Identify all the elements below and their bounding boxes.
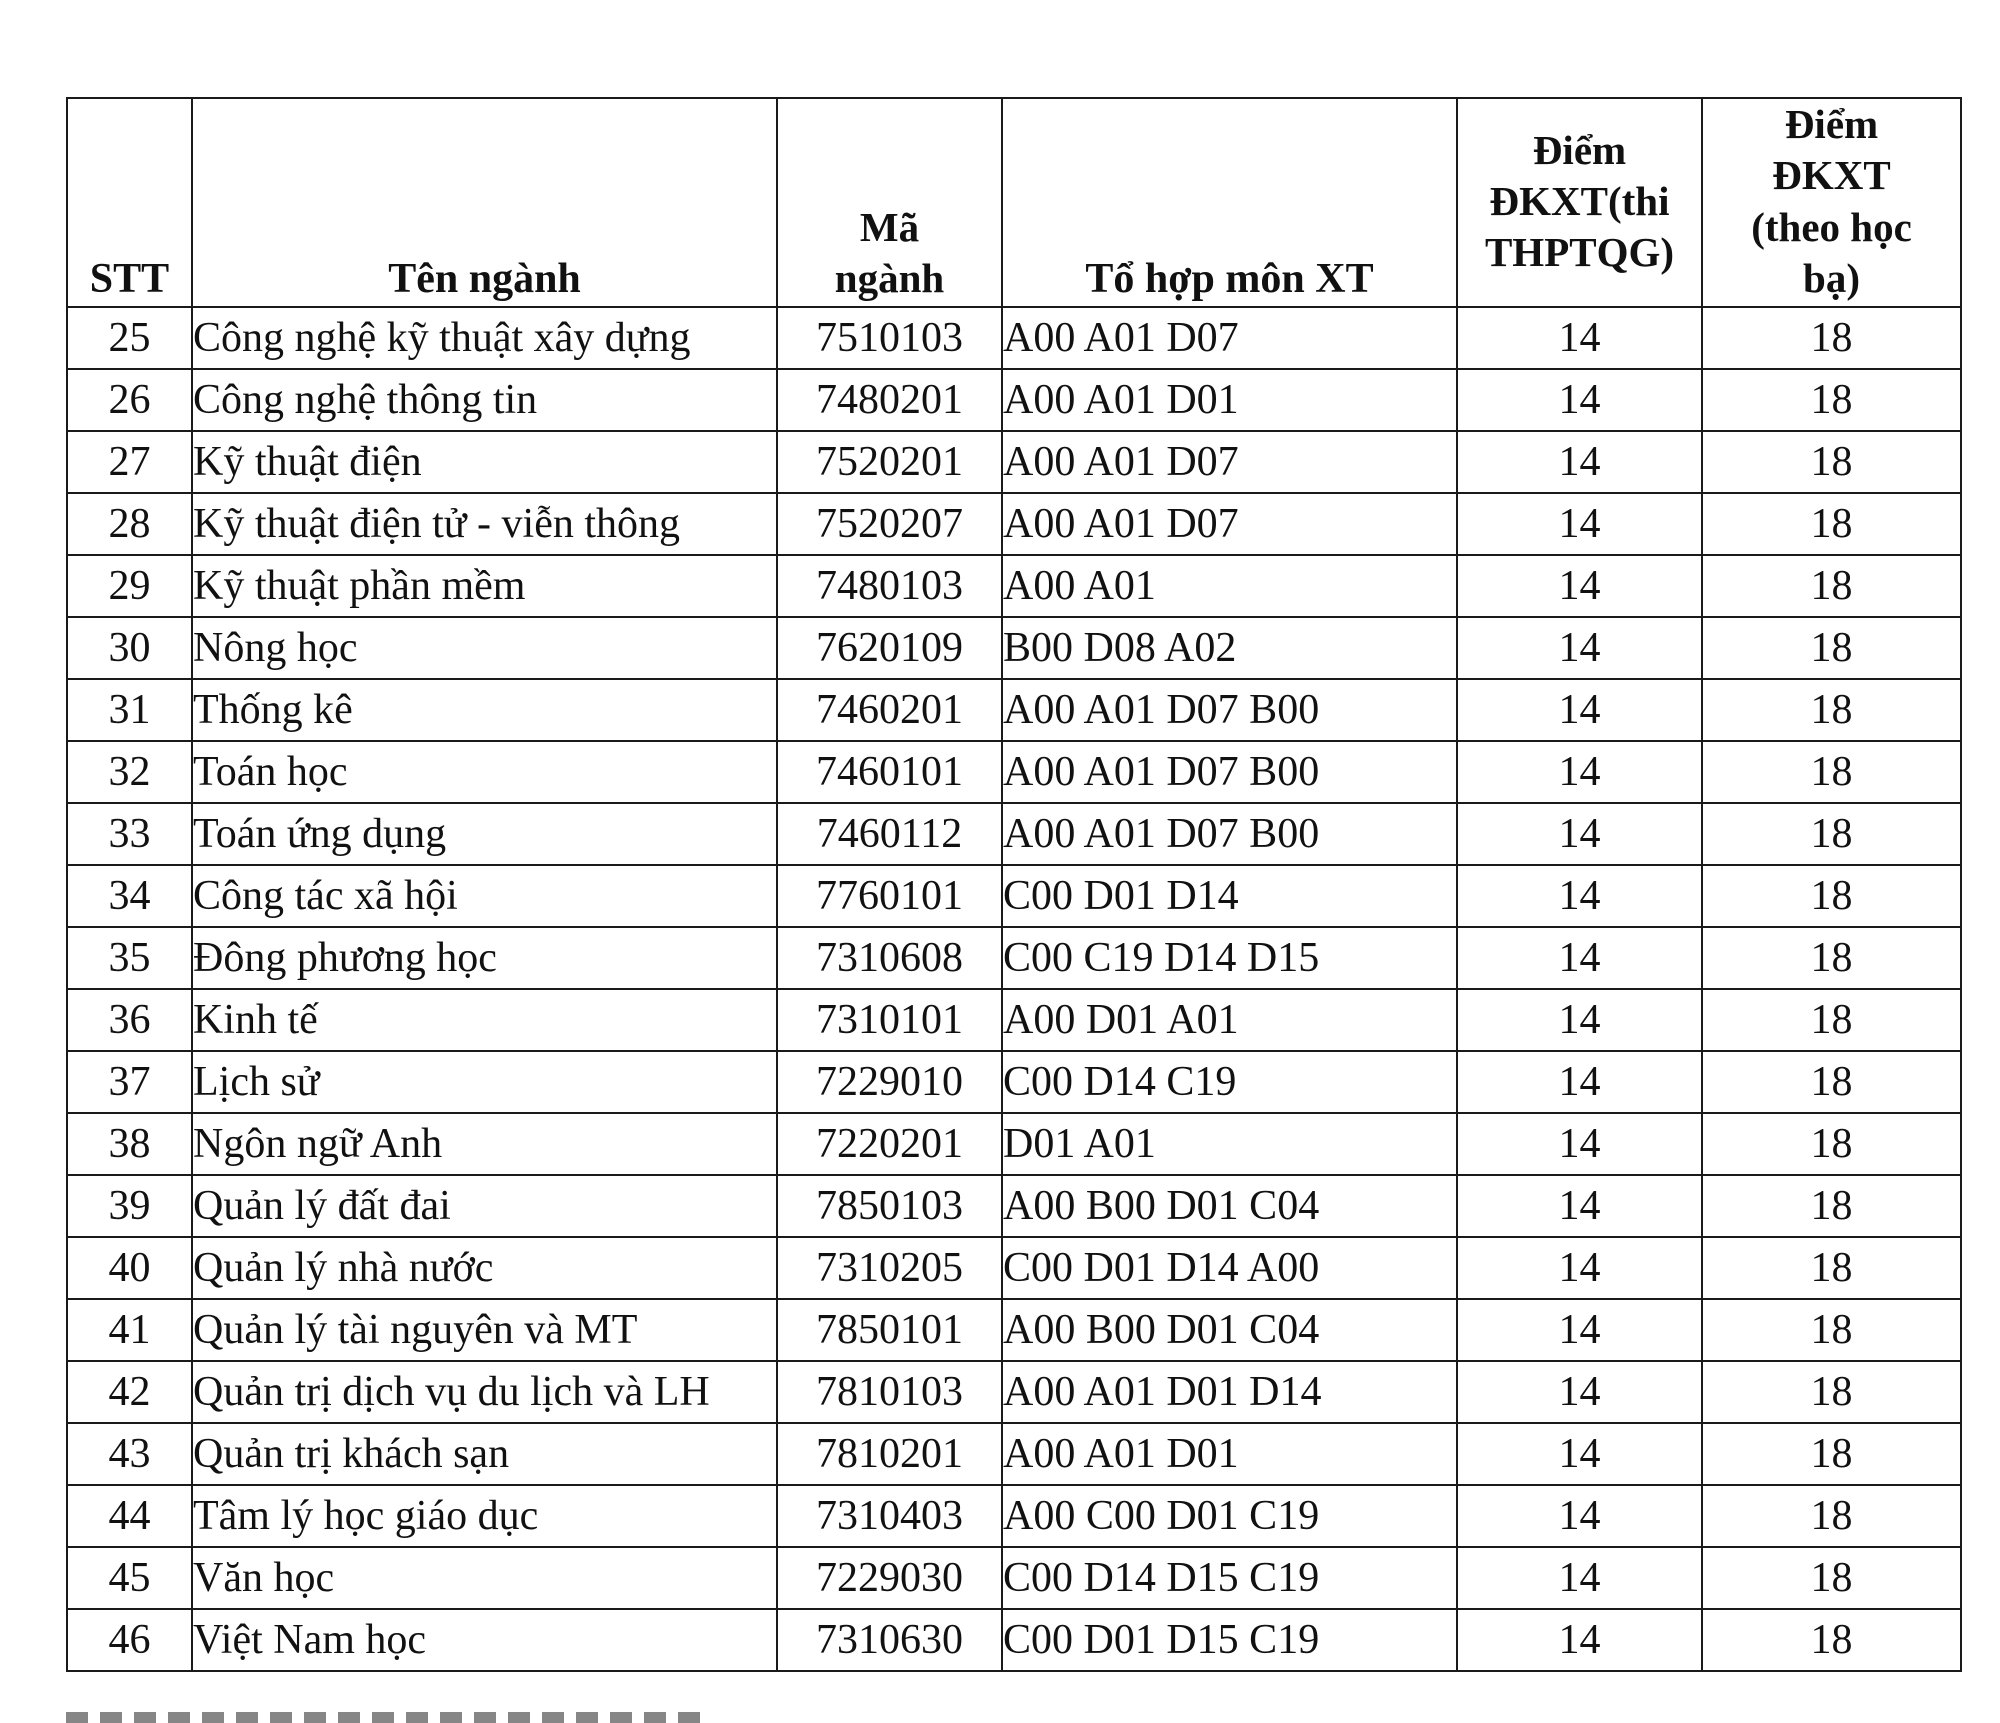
cell-transcript-score: 18 <box>1702 555 1961 617</box>
cell-major-code: 7310101 <box>777 989 1002 1051</box>
cell-stt: 27 <box>67 431 192 493</box>
cell-subject-combo: A00 B00 D01 C04 <box>1002 1175 1457 1237</box>
cell-exam-score: 14 <box>1457 555 1702 617</box>
admissions-table <box>66 97 1962 1672</box>
cell-subject-combo: C00 D01 D14 <box>1002 865 1457 927</box>
table-row <box>67 1051 1961 1113</box>
cell-major-code: 7480103 <box>777 555 1002 617</box>
cell-major-name: Ngôn ngữ Anh <box>192 1113 777 1175</box>
cell-stt: 32 <box>67 741 192 803</box>
cell-subject-combo: D01 A01 <box>1002 1113 1457 1175</box>
cell-major-code: 7220201 <box>777 1113 1002 1175</box>
cell-major-code: 7310403 <box>777 1485 1002 1547</box>
cell-transcript-score: 18 <box>1702 493 1961 555</box>
cell-exam-score: 14 <box>1457 1113 1702 1175</box>
header-code-line2: ngành <box>834 254 945 301</box>
cell-stt: 29 <box>67 555 192 617</box>
cell-transcript-score: 18 <box>1702 617 1961 679</box>
cell-stt: 40 <box>67 1237 192 1299</box>
header-transcript-line3: (theo học <box>1751 203 1912 250</box>
table-row <box>67 369 1961 431</box>
cell-major-name: Công tác xã hội <box>192 865 777 927</box>
cell-transcript-score: 18 <box>1702 1113 1961 1175</box>
table-row <box>67 927 1961 989</box>
cell-major-name: Nông học <box>192 617 777 679</box>
cell-major-code: 7460201 <box>777 679 1002 741</box>
cell-subject-combo: A00 A01 D07 B00 <box>1002 803 1457 865</box>
cell-stt: 34 <box>67 865 192 927</box>
cell-stt: 26 <box>67 369 192 431</box>
header-code-line1: Mã <box>859 203 920 250</box>
header-transcript-line1: Điểm <box>1784 101 1879 147</box>
cell-transcript-score: 18 <box>1702 1051 1961 1113</box>
header-stt <box>67 98 192 307</box>
cell-exam-score: 14 <box>1457 989 1702 1051</box>
header-row <box>67 98 1961 307</box>
cell-exam-score: 14 <box>1457 927 1702 989</box>
cell-exam-score: 14 <box>1457 431 1702 493</box>
cell-exam-score: 14 <box>1457 493 1702 555</box>
cell-major-name: Toán học <box>192 741 777 803</box>
cell-transcript-score: 18 <box>1702 865 1961 927</box>
cell-exam-score: 14 <box>1457 1485 1702 1547</box>
cell-subject-combo: C00 D01 D14 A00 <box>1002 1237 1457 1299</box>
cell-major-name: Kỹ thuật phần mềm <box>192 555 777 617</box>
table-row <box>67 307 1961 369</box>
cell-major-name: Tâm lý học giáo dục <box>192 1485 777 1547</box>
cell-major-name: Kinh tế <box>192 989 777 1051</box>
cell-transcript-score: 18 <box>1702 989 1961 1051</box>
header-code <box>777 98 1002 307</box>
cell-transcript-score: 18 <box>1702 1175 1961 1237</box>
table-header <box>67 98 1961 307</box>
table-row <box>67 493 1961 555</box>
cell-subject-combo: A00 A01 <box>1002 555 1457 617</box>
cell-exam-score: 14 <box>1457 1237 1702 1299</box>
table-row <box>67 803 1961 865</box>
cell-subject-combo: A00 A01 D07 <box>1002 431 1457 493</box>
cell-subject-combo: A00 A01 D01 D14 <box>1002 1361 1457 1423</box>
cell-stt: 39 <box>67 1175 192 1237</box>
cell-major-name: Quản lý đất đai <box>192 1175 777 1237</box>
cell-major-code: 7850103 <box>777 1175 1002 1237</box>
cell-exam-score: 14 <box>1457 617 1702 679</box>
cell-major-code: 7480201 <box>777 369 1002 431</box>
cell-major-name: Văn học <box>192 1547 777 1609</box>
cell-subject-combo: A00 A01 D07 <box>1002 493 1457 555</box>
cell-transcript-score: 18 <box>1702 431 1961 493</box>
table-row <box>67 1175 1961 1237</box>
cell-major-code: 7510103 <box>777 307 1002 369</box>
cell-exam-score: 14 <box>1457 803 1702 865</box>
cell-subject-combo: C00 D14 C19 <box>1002 1051 1457 1113</box>
cell-stt: 28 <box>67 493 192 555</box>
cell-major-code: 7310205 <box>777 1237 1002 1299</box>
cell-major-code: 7310630 <box>777 1609 1002 1671</box>
cell-transcript-score: 18 <box>1702 1485 1961 1547</box>
cell-stt: 33 <box>67 803 192 865</box>
cell-subject-combo: A00 A01 D01 <box>1002 369 1457 431</box>
cell-stt: 45 <box>67 1547 192 1609</box>
cell-stt: 25 <box>67 307 192 369</box>
header-exam-line1: Điểm <box>1532 126 1627 173</box>
table-row <box>67 679 1961 741</box>
cell-major-code: 7850101 <box>777 1299 1002 1361</box>
cell-exam-score: 14 <box>1457 307 1702 369</box>
cell-exam-score: 14 <box>1457 1609 1702 1671</box>
cell-major-name: Quản lý nhà nước <box>192 1237 777 1299</box>
cell-major-code: 7229030 <box>777 1547 1002 1609</box>
header-transcript-score <box>1702 98 1961 307</box>
header-name <box>192 98 777 307</box>
cell-transcript-score: 18 <box>1702 679 1961 741</box>
cell-major-name: Thống kê <box>192 679 777 741</box>
cell-transcript-score: 18 <box>1702 1547 1961 1609</box>
header-transcript-line2: ĐKXT <box>1772 152 1891 199</box>
cell-stt: 35 <box>67 927 192 989</box>
cell-stt: 36 <box>67 989 192 1051</box>
cell-subject-combo: C00 C19 D14 D15 <box>1002 927 1457 989</box>
table-row <box>67 989 1961 1051</box>
cell-subject-combo: A00 A01 D01 <box>1002 1423 1457 1485</box>
cell-major-name: Quản trị khách sạn <box>192 1423 777 1485</box>
table-row <box>67 1299 1961 1361</box>
cell-major-code: 7620109 <box>777 617 1002 679</box>
header-transcript-line4: bạ) <box>1803 254 1860 301</box>
cell-subject-combo: C00 D14 D15 C19 <box>1002 1547 1457 1609</box>
table-row <box>67 741 1961 803</box>
cell-exam-score: 14 <box>1457 679 1702 741</box>
cell-major-code: 7520201 <box>777 431 1002 493</box>
cell-transcript-score: 18 <box>1702 1361 1961 1423</box>
cell-exam-score: 14 <box>1457 1299 1702 1361</box>
cell-exam-score: 14 <box>1457 741 1702 803</box>
cell-transcript-score: 18 <box>1702 927 1961 989</box>
cell-transcript-score: 18 <box>1702 741 1961 803</box>
cell-stt: 42 <box>67 1361 192 1423</box>
cell-exam-score: 14 <box>1457 1361 1702 1423</box>
cut-off-text-fragment <box>66 1712 766 1723</box>
table-row <box>67 431 1961 493</box>
table-row <box>67 1113 1961 1175</box>
cell-major-name: Quản lý tài nguyên và MT <box>192 1299 777 1361</box>
cell-stt: 44 <box>67 1485 192 1547</box>
cell-transcript-score: 18 <box>1702 1237 1961 1299</box>
cell-subject-combo: A00 A01 D07 B00 <box>1002 679 1457 741</box>
cell-subject-combo: A00 C00 D01 C19 <box>1002 1485 1457 1547</box>
table-row <box>67 1361 1961 1423</box>
cell-major-code: 7810201 <box>777 1423 1002 1485</box>
table-row <box>67 555 1961 617</box>
cell-subject-combo: A00 D01 A01 <box>1002 989 1457 1051</box>
header-exam-line2: ĐKXT(thi <box>1489 177 1670 224</box>
cell-exam-score: 14 <box>1457 1547 1702 1609</box>
cell-major-name: Kỹ thuật điện tử - viễn thông <box>192 493 777 555</box>
cell-major-name: Công nghệ kỹ thuật xây dựng <box>192 307 777 369</box>
cell-transcript-score: 18 <box>1702 1299 1961 1361</box>
header-exam-line3: THPTQG) <box>1484 229 1675 276</box>
cell-exam-score: 14 <box>1457 1423 1702 1485</box>
table-row <box>67 1237 1961 1299</box>
table-row <box>67 617 1961 679</box>
table-row <box>67 865 1961 927</box>
cell-transcript-score: 18 <box>1702 803 1961 865</box>
cell-stt: 41 <box>67 1299 192 1361</box>
cell-major-name: Đông phương học <box>192 927 777 989</box>
header-stt-text: STT <box>89 255 170 302</box>
header-combo <box>1002 98 1457 307</box>
cell-transcript-score: 18 <box>1702 1609 1961 1671</box>
cell-major-code: 7460112 <box>777 803 1002 865</box>
cell-exam-score: 14 <box>1457 1051 1702 1113</box>
cut-off-text-ink <box>66 1712 706 1723</box>
cell-exam-score: 14 <box>1457 865 1702 927</box>
cell-transcript-score: 18 <box>1702 1423 1961 1485</box>
cell-stt: 38 <box>67 1113 192 1175</box>
cell-major-code: 7460101 <box>777 741 1002 803</box>
cell-subject-combo: A00 B00 D01 C04 <box>1002 1299 1457 1361</box>
cell-stt: 46 <box>67 1609 192 1671</box>
cell-transcript-score: 18 <box>1702 369 1961 431</box>
cell-stt: 37 <box>67 1051 192 1113</box>
table-row <box>67 1485 1961 1547</box>
header-combo-text: Tổ hợp môn XT <box>1085 255 1374 302</box>
cell-subject-combo: A00 A01 D07 <box>1002 307 1457 369</box>
cell-exam-score: 14 <box>1457 369 1702 431</box>
cell-major-code: 7760101 <box>777 865 1002 927</box>
table-body <box>67 307 1961 1671</box>
cell-subject-combo: A00 A01 D07 B00 <box>1002 741 1457 803</box>
cell-transcript-score: 18 <box>1702 307 1961 369</box>
header-exam-score <box>1457 98 1702 307</box>
cell-major-name: Quản trị dịch vụ du lịch và LH <box>192 1361 777 1423</box>
cell-major-name: Việt Nam học <box>192 1609 777 1671</box>
cell-major-code: 7229010 <box>777 1051 1002 1113</box>
table-row <box>67 1423 1961 1485</box>
cell-subject-combo: C00 D01 D15 C19 <box>1002 1609 1457 1671</box>
cell-stt: 31 <box>67 679 192 741</box>
cell-major-name: Toán ứng dụng <box>192 803 777 865</box>
table-row <box>67 1547 1961 1609</box>
header-name-text: Tên ngành <box>388 255 581 302</box>
cell-stt: 30 <box>67 617 192 679</box>
cell-stt: 43 <box>67 1423 192 1485</box>
cell-major-code: 7520207 <box>777 493 1002 555</box>
table-row <box>67 1609 1961 1671</box>
cell-subject-combo: B00 D08 A02 <box>1002 617 1457 679</box>
cell-major-name: Công nghệ thông tin <box>192 369 777 431</box>
cell-exam-score: 14 <box>1457 1175 1702 1237</box>
cell-major-code: 7810103 <box>777 1361 1002 1423</box>
cell-major-name: Lịch sử <box>192 1051 777 1113</box>
cell-major-name: Kỹ thuật điện <box>192 431 777 493</box>
cell-major-code: 7310608 <box>777 927 1002 989</box>
